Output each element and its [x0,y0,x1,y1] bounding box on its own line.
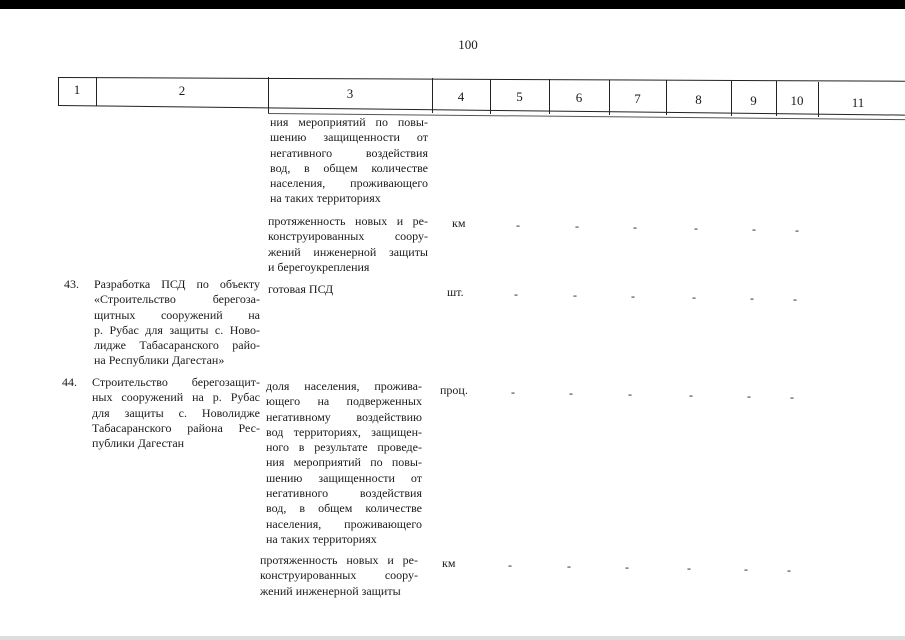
value-cell: - [511,385,515,399]
activity-line: «Строительство берегоза- [94,292,260,307]
indicator-text [266,379,422,547]
indicator-line: доля населения, прожива- [266,379,422,393]
value-cell: - [514,287,518,301]
indicator-text [260,553,418,599]
activity-line: публики Дагестан [92,436,185,451]
value-cell: - [692,290,696,304]
indicator-line: жений инженерной защиты [268,244,428,259]
scan-bottom-border [0,636,905,640]
column-header-6: 6 [575,90,583,105]
indicator-line: протяженность новых и ре- [260,553,418,567]
value-cell: - [752,222,756,236]
column-header-10: 10 [790,93,804,108]
indicator-line: ния мероприятий по повы- [266,455,422,470]
value-cell: - [687,561,691,575]
page-number: 100 [458,37,478,52]
value-cell: - [575,219,579,233]
activity-line: р. Рубас для защиты с. Ново- [94,322,260,337]
value-cell: - [516,218,520,232]
indicator-line: на таких территориях [266,531,377,546]
indicator-line: вод, в общем количестве [266,501,422,516]
value-cell: - [787,563,791,577]
column-header-4: 4 [457,89,465,104]
unit-cell: км [442,556,456,570]
activity-line: ных сооружений на р. Рубас [92,390,260,405]
value-cell: - [750,291,754,305]
indicator-line: шению защищенности от [270,130,428,145]
value-cell: - [694,221,698,235]
activity-line: щитных сооружений на [94,307,260,322]
value-cell: - [633,220,637,234]
indicator-line: шению защищенности от [266,470,422,485]
value-cell: - [744,562,748,576]
indicator-text [270,115,428,207]
value-cell: - [569,386,573,400]
activity-line: лидже Табасаранского райо- [94,338,260,353]
activity-line: Табасаранского района Рес- [92,420,260,435]
column-header-9: 9 [750,93,757,108]
indicator-text [268,282,428,297]
unit-cell: проц. [440,383,468,397]
column-header-1: 1 [73,82,81,97]
indicator-line: конструированных соору- [260,568,418,583]
value-cell: - [628,387,632,401]
column-header-2: 2 [178,83,186,98]
row-number: 44. [62,375,77,389]
value-cell: - [689,388,693,402]
indicator-text [268,214,428,275]
indicator-line: ющего на подверженных [266,394,422,409]
column-header-5: 5 [516,89,523,104]
value-cell: - [747,389,751,403]
value-cell: - [793,292,797,306]
indicator-line: ния мероприятий по повы- [270,115,428,129]
activity-name [94,277,260,369]
scan-top-border [0,0,905,9]
column-header-11: 11 [851,95,865,110]
activity-line: Строительство берегозащит- [92,375,260,389]
unit-cell: км [452,216,466,230]
indicator-line: протяженность новых и ре- [268,214,428,228]
table-header-top-rule [58,77,905,82]
activity-line: для защиты с. Новолидже [92,405,260,420]
unit-cell: шт. [447,285,464,299]
indicator-line: на таких территориях [270,191,381,206]
activity-line: на Республики Дагестан» [94,353,225,368]
value-cell: - [795,223,799,237]
indicator-line: конструированных соору- [268,229,428,244]
value-cell: - [625,560,629,574]
indicator-line: населения, проживающего [270,176,428,191]
activity-line: Разработка ПСД по объекту [94,277,260,291]
indicator-line: населения, проживающего [266,516,422,531]
activity-name [92,375,260,451]
value-cell: - [567,559,571,573]
indicator-line: жений инженерной защиты [260,583,401,598]
indicator-line: и берегоукрепления [268,259,370,274]
column-header-3: 3 [346,86,354,101]
indicator-line: негативному воздействию [266,409,422,424]
indicator-line: ного в результате проведе- [266,440,422,455]
indicator-line: готовая ПСД [268,282,334,296]
row-number: 43. [64,277,79,291]
column-header-7: 7 [634,91,641,106]
indicator-line: вод территориях, защищен- [266,424,422,439]
value-cell: - [790,390,794,404]
column-header-8: 8 [695,92,702,107]
value-cell: - [631,289,635,303]
value-cell: - [573,288,577,302]
value-cell: - [508,558,512,572]
indicator-line: негативного воздействия [270,145,428,160]
indicator-line: вод, в общем количестве [270,160,428,175]
indicator-line: негативного воздействия [266,486,422,501]
